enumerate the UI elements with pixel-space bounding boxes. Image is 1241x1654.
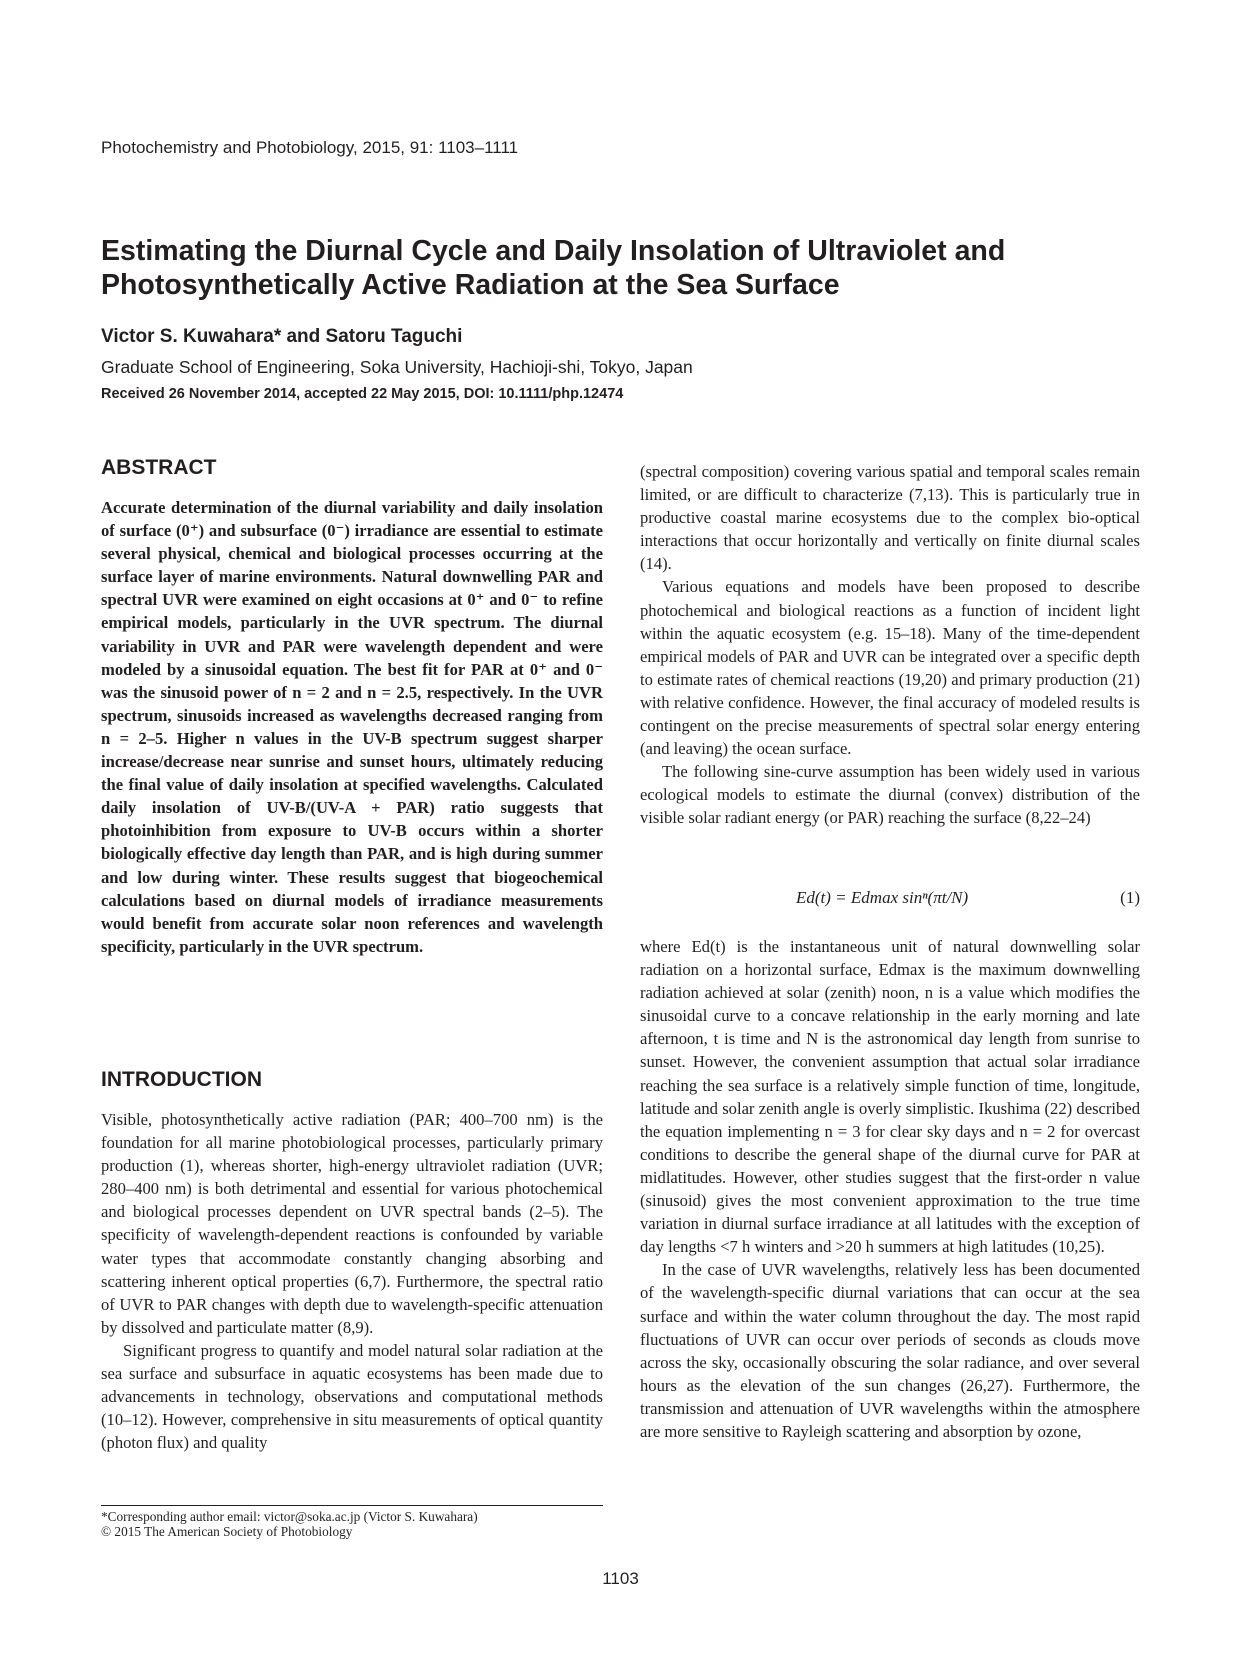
body-paragraph: Various equations and models have been proposed to describe photochemical and biological reactions as a function of incident light within the aquatic ecosystem (e.g. 15–18). Many of the time-dependent empirical models of PAR and UVR can be integrated over a specific depth to estimate rates of chemical reactions (19,20) and primary production (21) with relative confidence. However, the final accuracy of modeled results is contingent on the precise measurements of spectral solar energy entering (and leaving) the ocean surface. [640,577,1140,759]
abstract-heading: ABSTRACT [101,456,217,479]
equation-number: (1) [1120,888,1140,907]
journal-citation: Photochemistry and Photobiology, 2015, 91: 1103–1111 [101,138,519,157]
body-paragraph: (spectral composition) covering various spatial and temporal scales remain limited, or are difficult to characterize (7,13). This is particularly true in productive coastal marine ecosystems due to the complex bio-optical interactions that occur horizontally and vertically on finite diurnal scales (14). [640,462,1140,574]
abstract-section [101,496,603,958]
article-title: Estimating the Diurnal Cycle and Daily Insolation of Ultraviolet and Photosynthetically Active Radiation at the Sea Surface [101,235,1006,301]
affiliation: Graduate School of Engineering, Soka University, Hachioji-shi, Tokyo, Japan [101,357,693,377]
page-number: 1103 [602,1569,639,1588]
intro-paragraph: Significant progress to quantify and model natural solar radiation at the sea surface and subsurface in aquatic ecosystems has been made due to advancements in technology, observations and computational methods (10–12). However, comprehensive in situ measurements of optical quantity (photon flux) and quality [101,1340,603,1453]
right-column-top [640,460,1140,830]
copyright: © 2015 The American Society of Photobiology [101,1524,353,1539]
footnote-divider [101,1505,603,1506]
authors: Victor S. Kuwahara* and Satoru Taguchi [101,326,463,347]
right-column-bottom [640,935,1140,1443]
footnote [101,1509,603,1539]
introduction-heading: INTRODUCTION [101,1068,262,1091]
abstract-text: Accurate determination of the diurnal variability and daily insolation of surface (0⁺) and subsurface (0⁻) irradiance are essential to estimate several physical, chemical and biological processes occurring at the surface layer of marine environments. Natural downwelling PAR and spectral UVR were examined on eight occasions at 0⁺ and 0⁻ to refine empirical models, particularly in the UVR spectrum. The diurnal variability in UVR and PAR were wavelength dependent and were modeled by a sinusoidal equation. The best fit for PAR at 0⁺ and 0⁻ was the sinusoid power of n = 2 and n = 2.5, respectively. In the UVR spectrum, sinusoids increased as wavelengths decreased ranging from n = 2–5. Higher n values in the UV-B spectrum suggest sharper increase/decrease near sunrise and sunset hours, ultimately reducing the final value of daily insolation at specified wavelengths. Calculated daily insolation of UV-B/(UV-A + PAR) ratio suggests that photoinhibition from exposure to UV-B occurs within a shorter biologically effective day length than PAR, and is high during summer and low during winter. These results suggest that biogeochemical calculations based on diurnal models of irradiance measurements would benefit from accurate solar noon references and wavelength specificity, particularly in the UVR spectrum. [101,498,603,956]
introduction-section [101,1108,603,1454]
intro-paragraph: Visible, photosynthetically active radiation (PAR; 400–700 nm) is the foundation for all marine photobiological processes, particularly primary production (1), whereas shorter, high-energy ultraviolet radiation (UVR; 280–400 nm) is both detrimental and essential for various photochemical and biological processes dependent on UVR spectral bands (2–5). The specificity of wavelength-dependent reactions is confounded by variable water types that accommodate constantly changing absorbing and scattering inherent optical properties (6,7). Furthermore, the spectral ratio of UVR to PAR changes with depth due to wavelength-specific attenuation by dissolved and particulate matter (8,9). [101,1110,603,1337]
body-paragraph: where Ed(t) is the instantaneous unit of natural downwelling solar radiation on a horizontal surface, Edmax is the maximum downwelling radiation achieved at solar (zenith) noon, n is a value which modifies the sinusoidal curve to a concave relationship in the early morning and late afternoon, t is time and N is the astronomical day length from sunrise to sunset. However, the convenient assumption that actual solar irradiance reaching the sea surface is a relatively simple function of time, longitude, latitude and solar zenith angle is overly simplistic. Ikushima (22) described the equation implementing n = 3 for clear sky days and n = 2 for overcast conditions to describe the general shape of the diurnal curve for PAR at midlatitudes. However, other studies suggest that the first-order n value (sinusoid) gives the most convenient approximation to the true time variation in diurnal surface irradiance at all latitudes with the exception of day lengths <7 h winters and >20 h summers at high latitudes (10,25). [640,937,1140,1257]
equation-1 [640,888,1140,914]
received-dates: Received 26 November 2014, accepted 22 May 2015, DOI: 10.1111/php.12474 [101,386,624,402]
equation-expression: Ed(t) = Edmax sinⁿ(πt/N) [796,888,969,907]
body-paragraph: In the case of UVR wavelengths, relatively less has been documented of the wavelength-specific diurnal variations that can occur at the sea surface and within the water column throughout the day. The most rapid fluctuations of UVR can occur over periods of seconds as clouds move across the sky, occasionally obscuring the solar radiance, and over several hours as the elevation of the sun changes (26,27). Furthermore, the transmission and attenuation of UVR wavelengths within the atmosphere are more sensitive to Rayleigh scattering and absorption by ozone, [640,1260,1140,1441]
body-paragraph: The following sine-curve assumption has been widely used in various ecological models to estimate the diurnal (convex) distribution of the visible solar radiant energy (or PAR) reaching the surface (8,22–24) [640,762,1140,828]
corresponding-author: *Corresponding author email: victor@soka.ac.jp (Victor S. Kuwahara) [101,1509,478,1524]
